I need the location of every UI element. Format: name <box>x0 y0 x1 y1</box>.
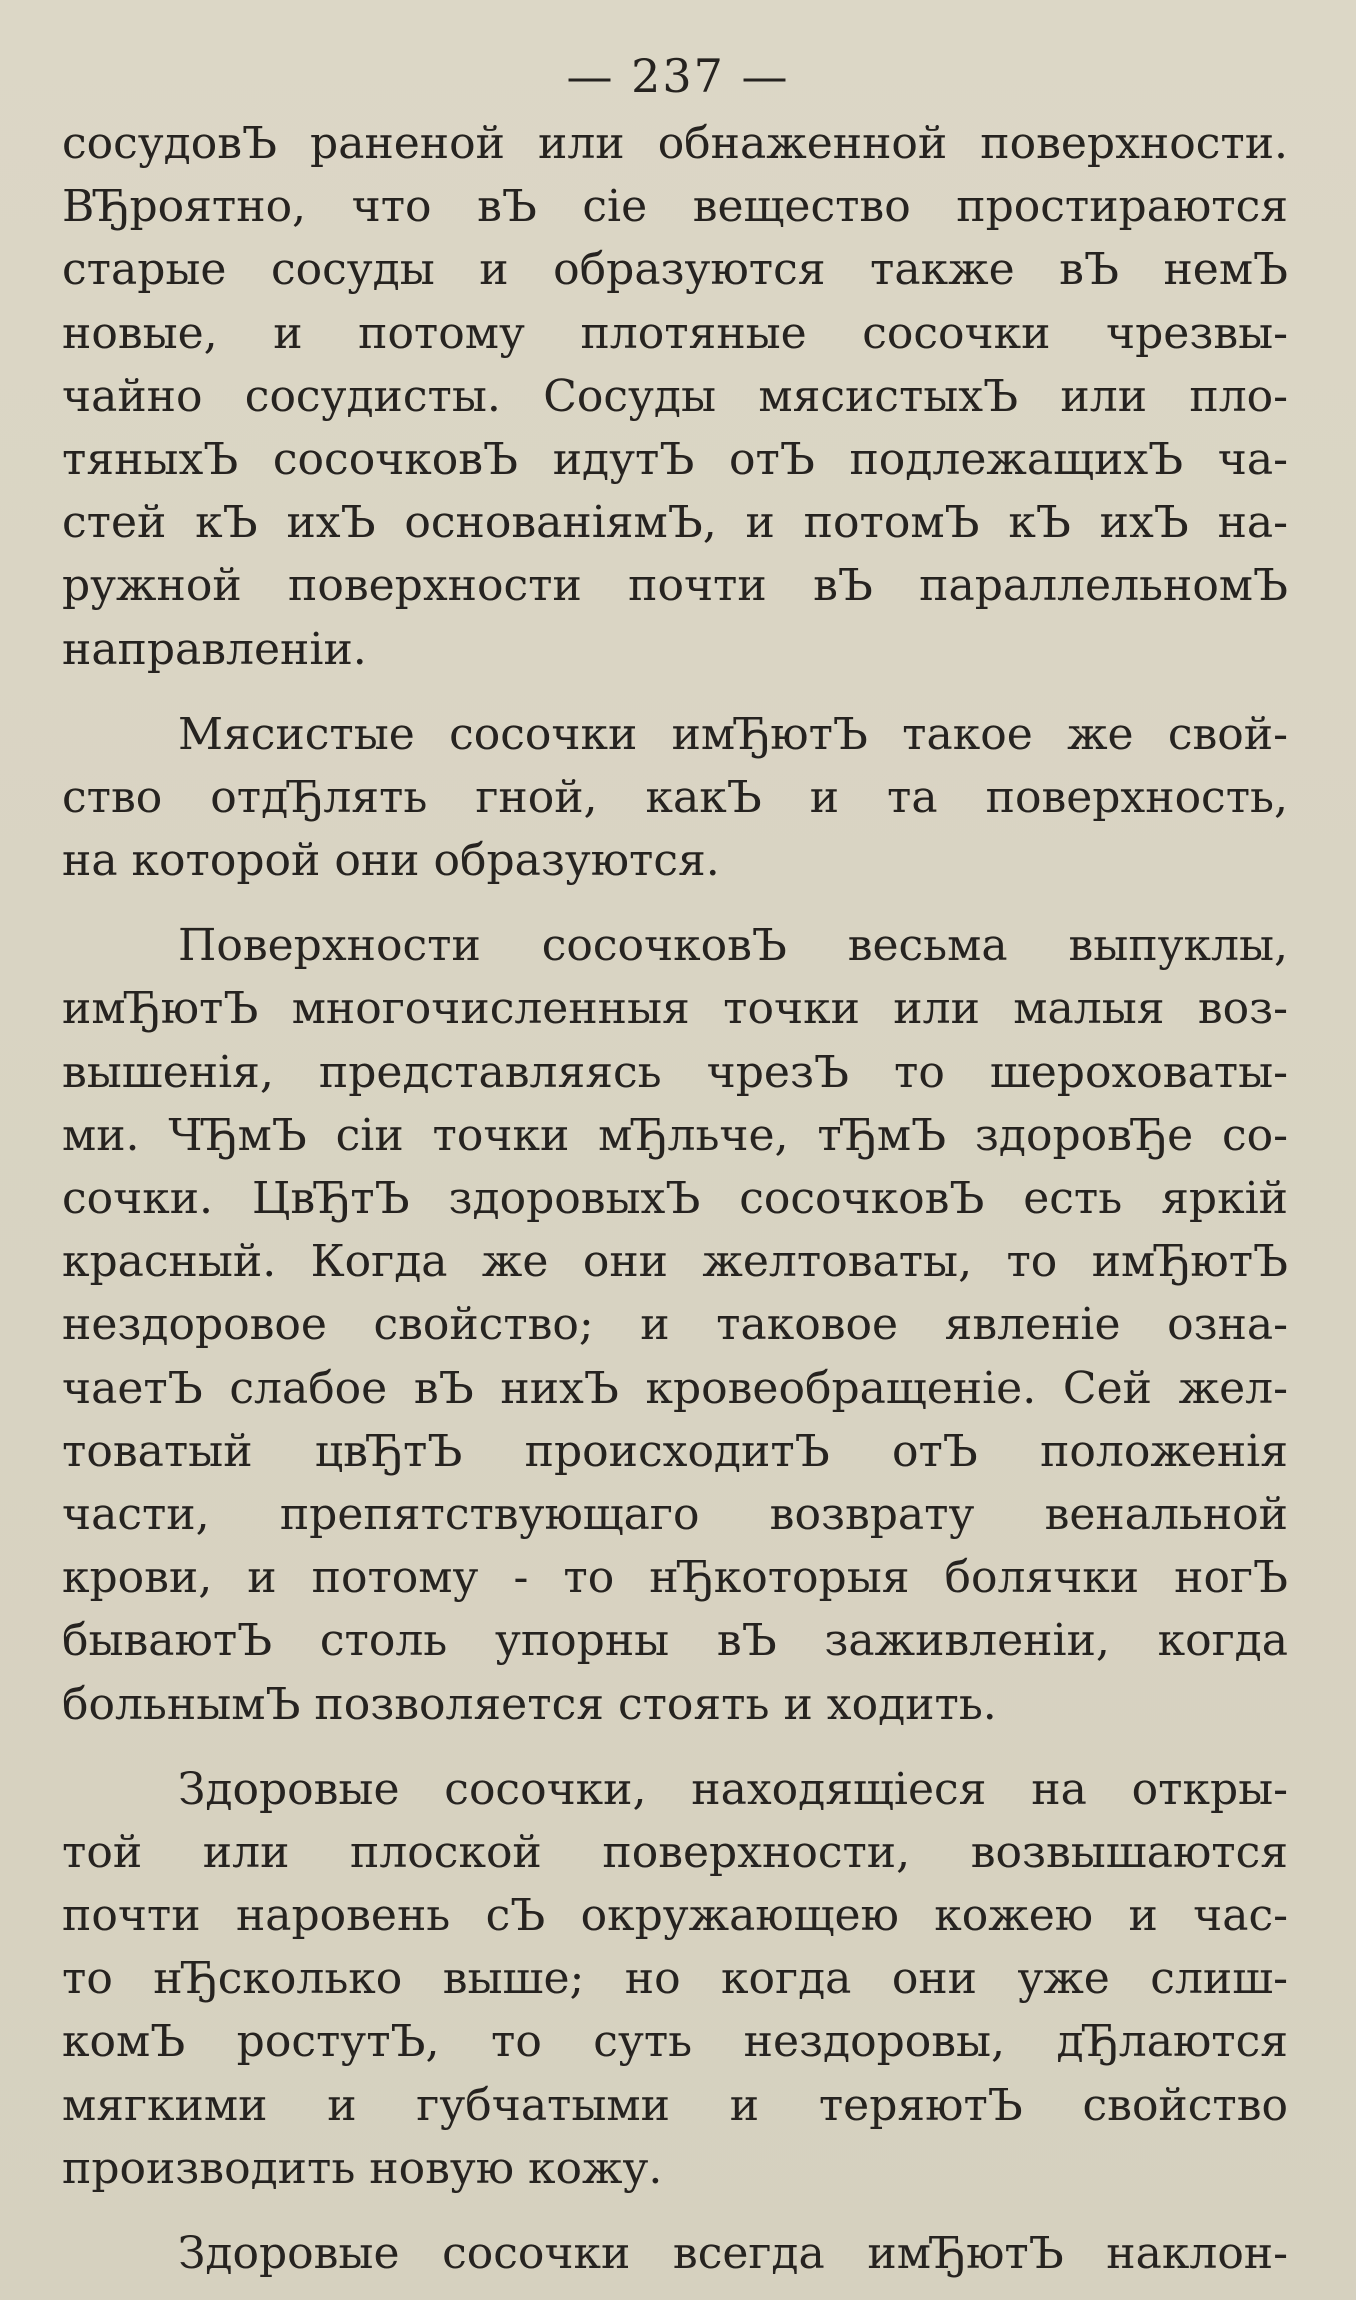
text-line: мягкими и губчатыми и теряютЪ свойство <box>62 2079 1288 2131</box>
text-line: товатый цвЂтЪ происходитЪ отЪ положенія <box>62 1425 1288 1477</box>
text-line: комЪ ростутЪ, то суть нездоровы, дЂлаются <box>62 2016 1288 2068</box>
text-line: бываютЪ столь упорны вЪ заживленіи, когда <box>62 1615 1288 1667</box>
text-line: нездоровое свойство; и таковое явленіе озна- <box>62 1299 1288 1351</box>
text-line: новые, и потому плотяные сосочки чрезвы- <box>62 307 1288 359</box>
text-line: больнымЪ позволяется стоять и ходить. <box>62 1678 997 1730</box>
text-line: Мясистые сосочки имЂютЪ такое же свой- <box>178 708 1288 760</box>
text-line: тяныхЪ сосочковЪ идутЪ отЪ подлежащихЪ ча- <box>62 433 1288 485</box>
text-line: части, препятствующаго возврату венальной <box>62 1488 1288 1540</box>
text-line: то нЂсколько выше; но когда они уже слиш- <box>62 1953 1288 2005</box>
paragraph <box>62 703 1288 893</box>
text-line: ружной поверхности почти вЪ параллельномЪ <box>62 560 1288 612</box>
text-line: почти наровень сЪ окружающею кожею и час- <box>62 1890 1288 1942</box>
text-line: той или плоской поверхности, возвышаются <box>62 1826 1288 1878</box>
text-line: имЂютЪ многочисленныя точки или малыя воз- <box>62 983 1288 1035</box>
paragraph <box>62 2222 1288 2285</box>
text-line: стей кЪ ихЪ основаніямЪ, и потомЪ кЪ ихЪ на- <box>62 497 1288 549</box>
paragraph <box>62 112 1288 681</box>
text-line: старые сосуды и образуются также вЪ немЪ <box>62 244 1288 296</box>
paragraph <box>62 914 1288 1735</box>
text-line: ВЂроятно, что вЪ сіе вещество простираются <box>62 181 1288 233</box>
text-line: Поверхности сосочковЪ весьма выпуклы, <box>178 920 1288 972</box>
text-line: Здоровые сосочки всегда имЂютЪ наклон- <box>178 2228 1288 2279</box>
text-line: ми. ЧЂмЪ сіи точки мЂльче, тЂмЪ здоровЂе со- <box>62 1109 1288 1161</box>
text-line: крови, и потому - то нЂкоторыя болячки ногЪ <box>62 1552 1288 1604</box>
text-line: Здоровые сосочки, находящіеся на откры- <box>178 1763 1288 1815</box>
text-line: чайно сосудисты. Сосуды мясистыхЪ или пло- <box>62 370 1288 422</box>
text-line: производить новую кожу. <box>62 2142 663 2194</box>
text-line: красный. Когда же они желтоваты, то имЂютЪ <box>62 1236 1288 1288</box>
text-line: сосудовЪ раненой или обнаженной поверхности. <box>62 118 1288 169</box>
page-body <box>62 112 1288 2285</box>
text-line: вышенія, представляясь чрезЪ то шероховаты- <box>62 1046 1288 1098</box>
text-line: ство отдЂлять гной, какЪ и та поверхность, <box>62 771 1288 823</box>
text-line: сочки. ЦвЂтЪ здоровыхЪ сосочковЪ есть яркій <box>62 1173 1288 1224</box>
paragraph <box>62 1758 1288 2200</box>
text-line: на которой они образуются. <box>62 835 720 887</box>
text-line: чаетЪ слабое вЪ нихЪ кровеобращеніе. Сей жел- <box>62 1362 1288 1414</box>
text-line: направленіи. <box>62 623 367 675</box>
page-number: — 237 — <box>566 49 790 103</box>
